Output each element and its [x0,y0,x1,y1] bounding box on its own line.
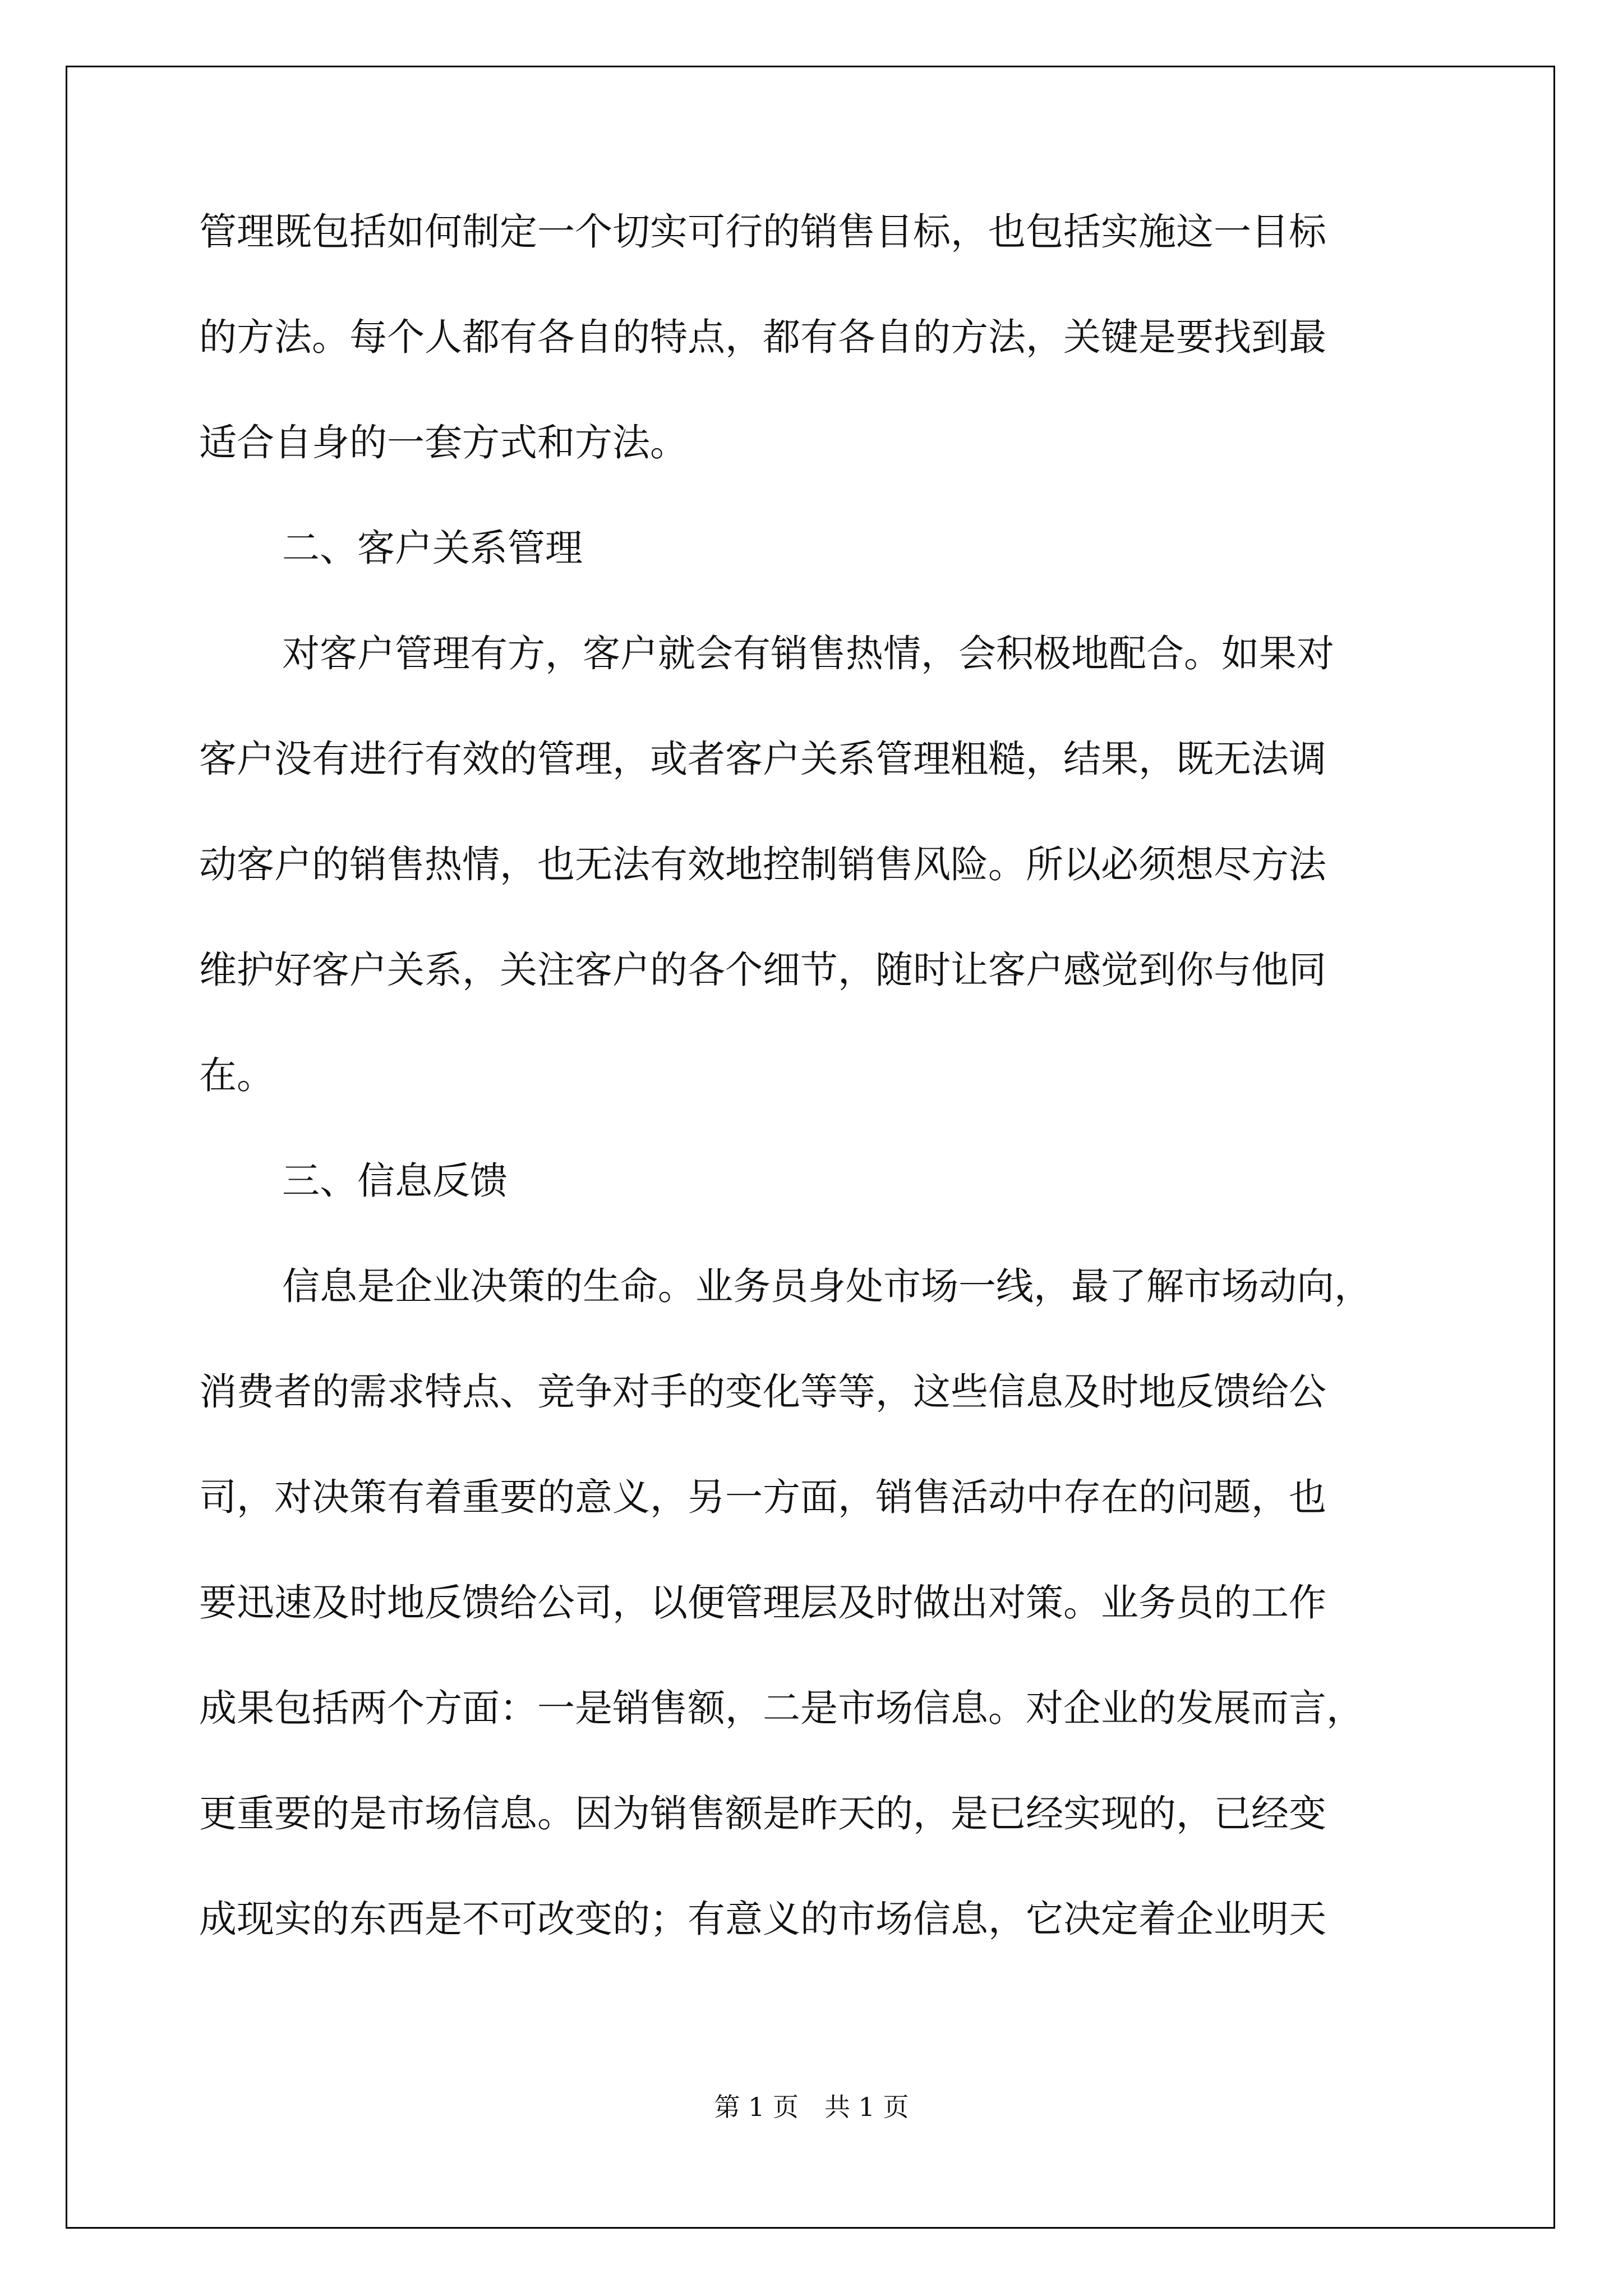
section-heading: 三、信息反馈 [282,1159,508,1203]
paragraph-line: 信息是企业决策的生命。业务员身处市场一线，最了解市场动向， [282,1264,1372,1308]
paragraph-line: 客户没有进行有效的管理，或者客户关系管理粗糙，结果，既无法调 [199,737,1326,781]
paragraph-line: 适合自身的一套方式和方法。 [199,421,688,464]
paragraph-line: 成果包括两个方面：一是销售额，二是市场信息。对企业的发展而言， [199,1686,1364,1730]
paragraph-line: 对客户管理有方，客户就会有销售热情，会积极地配合。如果对 [282,632,1334,675]
paragraph-line: 的方法。每个人都有各自的特点，都有各自的方法，关键是要找到最 [199,315,1326,359]
paragraph-line: 动客户的销售热情，也无法有效地控制销售风险。所以必须想尽方法 [199,843,1326,886]
page-number-footer: 第 1 页 共 1 页 [714,2092,909,2122]
paragraph-line: 在。 [199,1053,274,1097]
paragraph-line: 维护好客户关系，关注客户的各个细节，随时让客户感觉到你与他同 [199,948,1326,992]
section-heading: 二、客户关系管理 [282,526,583,570]
paragraph-line: 司，对决策有着重要的意义，另一方面，销售活动中存在的问题，也 [199,1475,1326,1519]
paragraph-line: 要迅速及时地反馈给公司，以便管理层及时做出对策。业务员的工作 [199,1581,1326,1625]
paragraph-line: 更重要的是市场信息。因为销售额是昨天的，是已经实现的，已经变 [199,1792,1326,1835]
paragraph-line: 消费者的需求特点、竞争对手的变化等等，这些信息及时地反馈给公 [199,1370,1326,1414]
paragraph-line: 成现实的东西是不可改变的；有意义的市场信息，它决定着企业明天 [199,1897,1326,1941]
paragraph-line: 管理既包括如何制定一个切实可行的销售目标，也包括实施这一目标 [199,210,1326,254]
